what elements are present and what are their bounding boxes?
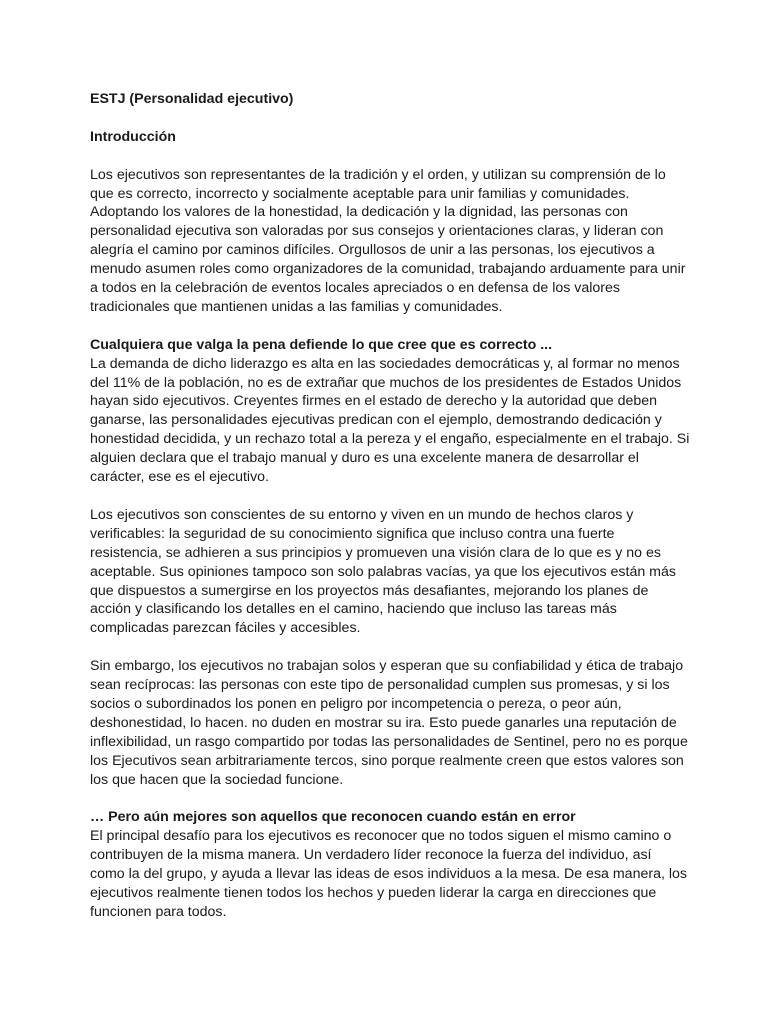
section2-paragraph: El principal desafío para los ejecutivos es reconocer que no todos siguen el mismo camino o contribuyen de la misma manera. Un verdadero líder reconoce la fuerza del individuo, así como la del grupo, y ayuda a llevar las ideas de esos individuos a la mesa. De esa manera, los ejecutivos realmente tienen todos los hechos y pueden liderar la carga en direcciones que funcionen para todos.: [90, 828, 687, 920]
spacer: [90, 147, 690, 166]
spacer: [90, 638, 690, 657]
paragraph-3: Sin embargo, los ejecutivos no trabajan solos y esperan que su confiabilidad y ética de trabajo sean recíprocas: las personas con este tipo de personalidad cumplen sus promesas, y si los socios o subordinados los ponen en peligro por incompetencia o pereza, o peor aún, deshonestidad, lo hacen. no duden en mostrar su ira. Esto puede ganarles una reputación de inflexibilidad, un rasgo compartido por todas las personalidades de Sentinel, pero no es porque los Ejecutivos sean arbitrariamente tercos, sino porque realmente creen que estos valores son los que hacen que la sociedad funcione.: [90, 658, 688, 788]
spacer: [90, 789, 690, 808]
document-title: ESTJ (Personalidad ejecutivo): [90, 91, 294, 107]
spacer: [90, 317, 690, 336]
section1-heading: Cualquiera que valga la pena defiende lo que cree que es correcto ...: [90, 336, 553, 353]
spacer: [90, 109, 690, 128]
paragraph-2: Los ejecutivos son conscientes de su entorno y viven en un mundo de hechos claros y verificables: la seguridad de su conocimiento significa que incluso contra una fuerte resistencia, se adhieren a sus principios y promueven una visión clara de lo que es y no es aceptable. Sus opiniones tampoco son solo palabras vacías, ya que los ejecutivos están más que dispuestos a sumergirse en los proyectos más desafiantes, mejorando los planes de acción y clasificando los detalles en el camino, haciendo que incluso las tareas más complicadas parezcan fáciles y accesibles.: [90, 506, 676, 637]
spacer: [90, 487, 690, 506]
intro-heading: Introducción: [90, 128, 176, 145]
document-page: [90, 90, 690, 922]
section2-heading: … Pero aún mejores son aquellos que reconocen cuando están en error: [90, 809, 576, 826]
section1-paragraph: La demanda de dicho liderazgo es alta en las sociedades democráticas y, al formar no menos del 11% de la población, no es de extrañar que muchos de los presidentes de Estados Unidos hayan sido ejecutivos. Creyentes firmes en el estado de derecho y la autoridad que deben ganarse, las personalidades ejecutivas predican con el ejemplo, demostrando dedicación y honestidad decidida, y un rechazo total a la pereza y el engaño, especialmente en el trabajo. Si alguien declara que el trabajo manual y duro es una excelente manera de desarrollar el carácter, ese es el ejecutivo.: [90, 355, 690, 486]
intro-paragraph: Los ejecutivos son representantes de la tradición y el orden, y utilizan su comprensión de lo que es correcto, incorrecto y socialmente aceptable para unir familias y comunidades. Adoptando los valores de la honestidad, la dedicación y la dignidad, las personas con personalidad ejecutiva son valoradas por sus consejos y orientaciones claras, y lideran con alegría el camino por caminos difíciles. Orgullosos de unir a las personas, los ejecutivos a menudo asumen roles como organizadores de la comunidad, trabajando arduamente para unir a todos en la celebración de eventos locales apreciados o en defensa de los valores tradicionales que mantienen unidas a las familias y comunidades.: [90, 166, 686, 315]
